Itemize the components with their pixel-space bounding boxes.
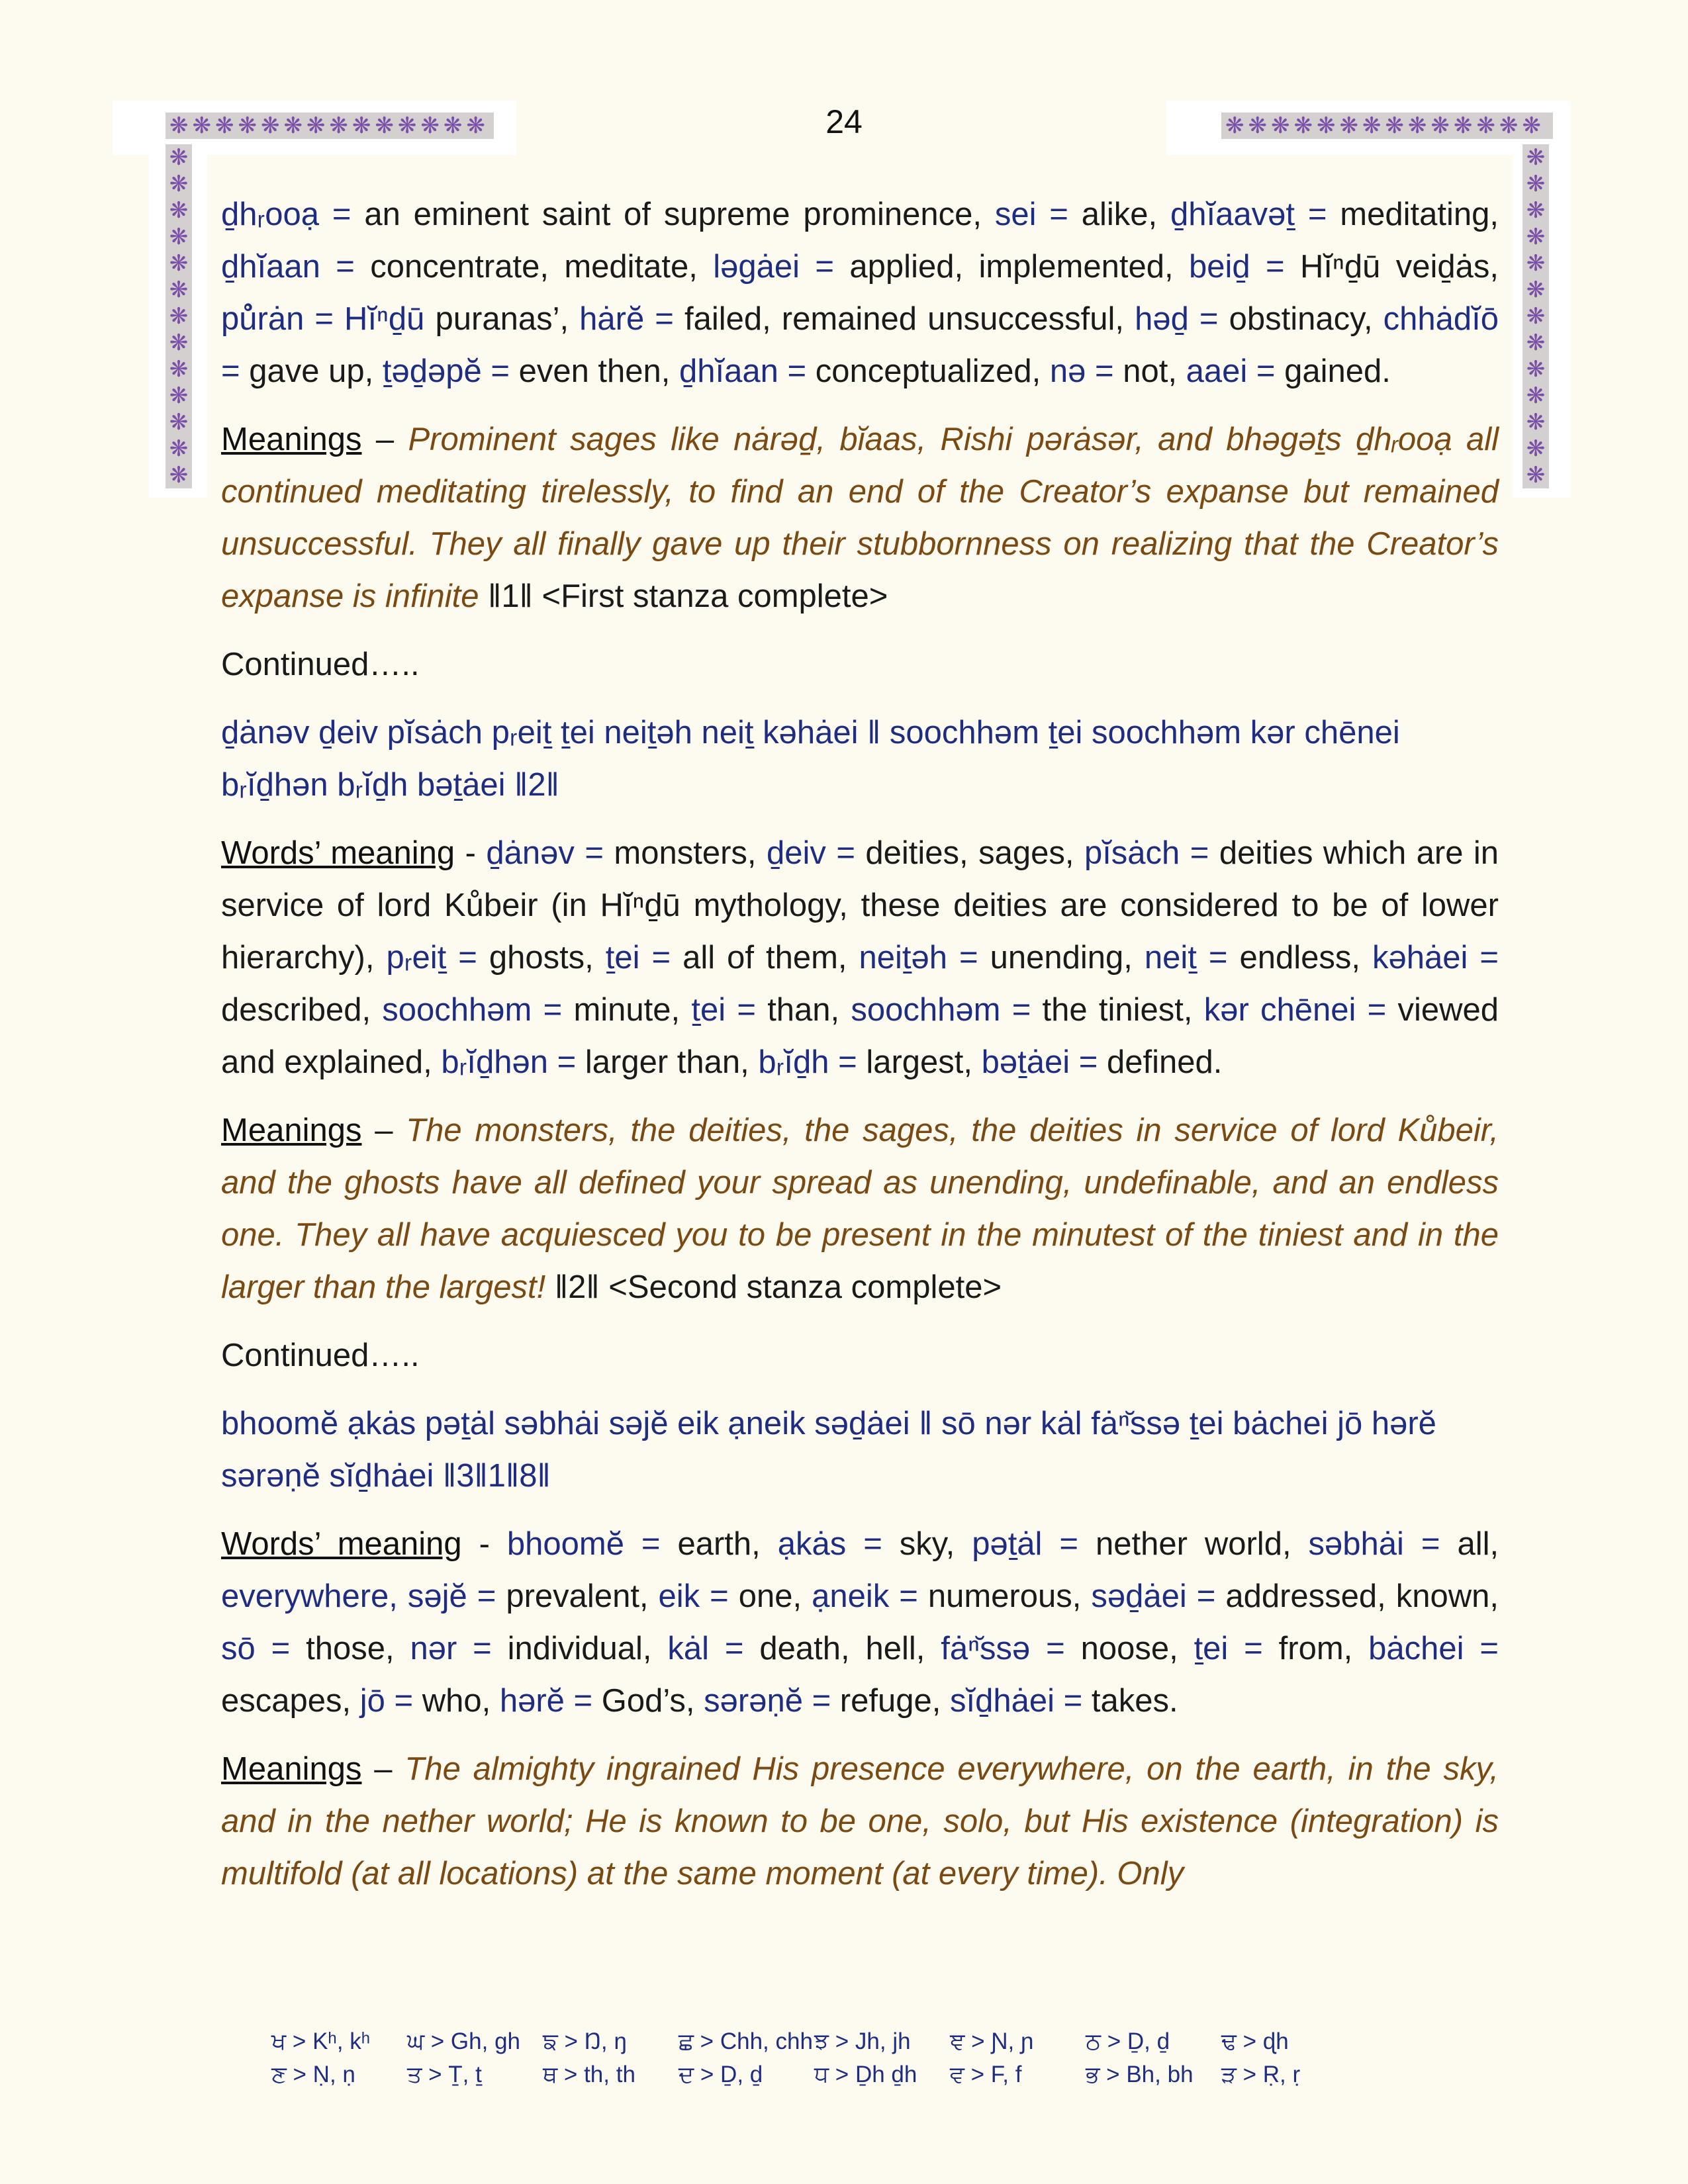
- verse-stanza-2: ḏȧnəv ḏeiv pĭsȧch pᵣeiṯ ṯei neiṯəh neiṯ kəhȧei ‖ soochhəm ṯei soochhəm kər chēnei bᵣĭḏhən bᵣĭḏh bəṯȧei ‖2‖: [221, 715, 1400, 803]
- glossary-definition: defined.: [1107, 1044, 1223, 1080]
- glossary-definition: who,: [422, 1683, 500, 1719]
- glossary-term: ṯei: [1194, 1631, 1229, 1666]
- glossary-term: bᵣĭḏhən: [441, 1044, 549, 1080]
- glossary-separator: =: [802, 1683, 840, 1719]
- flower-border-top-left: ❋❋❋❋❋❋❋❋❋❋❋❋❋❋: [165, 113, 494, 139]
- glossary-definition: one,: [738, 1578, 812, 1614]
- words-meaning-heading: Words’ meaning: [221, 1526, 462, 1562]
- glossary-separator: =: [1036, 197, 1082, 232]
- glossary-definition: nether world,: [1095, 1526, 1309, 1562]
- glossary-separator: =: [825, 835, 866, 871]
- glossary-separator: =: [778, 353, 816, 389]
- glossary-separator: =: [624, 1526, 678, 1562]
- glossary-term: kər chēnei: [1203, 992, 1356, 1028]
- glossary-separator: =: [947, 940, 990, 976]
- glossary-separator: =: [320, 249, 371, 285]
- glossary-separator: =: [1000, 992, 1043, 1028]
- glossary-definition: applied, implemented,: [849, 249, 1189, 285]
- glossary-separator: =: [639, 940, 683, 976]
- glossary-definition: all,: [1457, 1526, 1499, 1562]
- glossary-term: chhȧdĭō: [1383, 301, 1499, 337]
- glossary-definition: numerous,: [927, 1578, 1092, 1614]
- glossary-separator: =: [1356, 992, 1398, 1028]
- glossary-separator: =: [481, 353, 519, 389]
- glossary-separator: =: [457, 1631, 508, 1666]
- glossary-definition: alike,: [1081, 197, 1170, 232]
- words-meaning-paragraph-1: [221, 189, 1499, 398]
- glossary-separator: =: [1196, 940, 1240, 976]
- glossary-definition: than,: [767, 992, 851, 1028]
- glossary-separator: =: [726, 992, 768, 1028]
- transliteration-entry: ਞ > Ɲ, ɲ: [950, 2028, 1034, 2054]
- glossary-separator: =: [800, 249, 850, 285]
- words-meaning-paragraph-2: [221, 827, 1499, 1089]
- glossary-term: ləgȧei: [713, 249, 800, 285]
- glossary-term: səbhȧi: [1308, 1526, 1404, 1562]
- glossary-definition: addressed, known,: [1225, 1578, 1499, 1614]
- glossary-separator: =: [1295, 197, 1340, 232]
- transliteration-entry: ਵ > F, f: [950, 2062, 1022, 2087]
- transliteration-entry: ਥ > th, th: [543, 2062, 635, 2087]
- glossary-definition: Hĭⁿḏū veiḏȧs,: [1300, 249, 1499, 285]
- glossary-term: ḏeiv: [767, 835, 826, 871]
- transliteration-key-row-1: [271, 2025, 1463, 2058]
- flower-border-right: ❋❋❋❋❋❋❋❋❋❋❋❋❋: [1523, 144, 1549, 488]
- glossary-term: kəhȧei: [1372, 940, 1468, 976]
- transliteration-entry: ਛ > Chh, chh: [679, 2028, 813, 2054]
- glossary-definition: sky,: [899, 1526, 972, 1562]
- glossary-term: pᵣeiṯ: [386, 940, 447, 976]
- glossary-definition: God’s,: [601, 1683, 704, 1719]
- glossary-term: pəṯȧl: [972, 1526, 1043, 1562]
- meanings-paragraph-2: Meanings – The monsters, the deities, the sages, the deities in service of lord Kůbeir, and the ghosts have all defined your spread as unending, undefinable, and an endless one. They all have acquiesced you to be present in the minutest of the tiniest and in the larger than the largest! ‖2‖ <Second stanza complete>: [221, 1113, 1499, 1305]
- glossary-separator: =: [709, 1631, 760, 1666]
- glossary-definition: concentrate, meditate,: [370, 249, 714, 285]
- glossary-separator: =: [1180, 835, 1219, 871]
- glossary-separator: =: [889, 1578, 928, 1614]
- glossary-separator: =: [564, 1683, 602, 1719]
- glossary-definition: conceptualized,: [815, 353, 1050, 389]
- glossary-separator: =: [385, 1683, 422, 1719]
- glossary-term: ḏhĭaan: [221, 249, 320, 285]
- glossary-definition: failed, remained unsuccessful,: [684, 301, 1135, 337]
- glossary-separator: =: [1468, 940, 1499, 976]
- glossary-separator: =: [644, 301, 684, 337]
- continued-label: Continued…..: [221, 647, 420, 682]
- glossary-term: neiṯəh: [859, 940, 948, 976]
- glossary-separator: =: [1086, 353, 1123, 389]
- glossary-definition: ghosts,: [489, 940, 606, 976]
- glossary-separator: =: [1186, 1578, 1226, 1614]
- glossary-term: pĭsȧch: [1084, 835, 1180, 871]
- transliteration-entry: ਠ > Ḏ, ḏ: [1086, 2028, 1170, 2054]
- transliteration-entry: ਧ > Ḏh ḏh: [814, 2062, 917, 2087]
- glossary-term: bəṯȧei: [981, 1044, 1070, 1080]
- glossary-definition: gained.: [1284, 353, 1391, 389]
- glossary-separator: =: [446, 940, 489, 976]
- transliteration-entry: ਤ > Ṯ, ṯ: [407, 2062, 482, 2087]
- heading-dash: -: [461, 1526, 507, 1562]
- verse-marker: ‖1‖: [479, 578, 542, 614]
- glossary-definition: viewed and explained,: [221, 992, 1499, 1080]
- glossary-term: fȧⁿ̆ssə: [941, 1631, 1031, 1666]
- meanings-heading: Meanings: [221, 422, 362, 457]
- glossary-definition: individual,: [507, 1631, 668, 1666]
- verse-stanza-3: bhoomĕ ạkȧs pəṯȧl səbhȧi səjĕ eik ạneik səḏȧei ‖ sō nər kȧl fȧⁿ̆ssə ṯei bȧchei jō hərĕ sərəṇĕ sĭḏhȧei ‖3‖1‖8‖: [221, 1406, 1436, 1494]
- glossary-definition: deities which are in service of lord Kůbeir (in Hĭⁿḏū mythology, these deities are considered to be of lower hierarchy),: [221, 835, 1499, 976]
- glossary-definition: unending,: [990, 940, 1145, 976]
- glossary-separator: =: [1054, 1683, 1092, 1719]
- glossary-term: kȧl: [667, 1631, 710, 1666]
- glossary-separator: =: [574, 835, 614, 871]
- meaning-text: The monsters, the deities, the sages, the deities in service of lord Kůbeir, and the ghosts have all defined your spread as unending, undefinable, and an endless one. They all have acquiesced you to be present in the minutest of the tiniest and in the larger than the largest!: [221, 1113, 1499, 1305]
- glossary-definition: earth,: [677, 1526, 778, 1562]
- glossary-definition: not,: [1123, 353, 1186, 389]
- meaning-text: Prominent sages like nȧrəḏ, bĭaas, Rishi pərȧsər, and bhəgəṯs ḏhᵣooạ all continued meditating tirelessly, to find an end of the Creator’s expanse but remained unsuccessful. They all finally gave up their stubbornness on realizing that the Creator’s expanse is infinite: [221, 422, 1499, 614]
- glossary-definition: takes.: [1091, 1683, 1178, 1719]
- words-meaning-heading: Words’ meaning: [221, 835, 455, 871]
- meanings-heading: Meanings: [221, 1113, 362, 1148]
- glossary-term: nə: [1049, 353, 1086, 389]
- transliteration-key-row-2: [271, 2058, 1463, 2091]
- meanings-paragraph-1: Meanings – Prominent sages like nȧrəḏ, bĭaas, Rishi pərȧsər, and bhəgəṯs ḏhᵣooạ all continued meditating tirelessly, to find an end of the Creator’s expanse but remained unsuccessful. They all finally gave up their stubbornness on realizing that the Creator’s expanse is infinite ‖1‖ <First stanza complete>: [221, 422, 1499, 614]
- glossary-separator: =: [221, 353, 250, 389]
- glossary-term: nər: [410, 1631, 457, 1666]
- transliteration-entry: ਢ > ɖh: [1221, 2028, 1289, 2054]
- glossary-term: səḏȧei: [1091, 1578, 1187, 1614]
- meaning-text: The almighty ingrained His presence everywhere, on the earth, in the sky, and in the nether world; He is known to be one, solo, but His existence (integration) is multifold (at all locations) at the same moment (at every time). Only: [221, 1751, 1499, 1891]
- words-meaning-paragraph-3: [221, 1518, 1499, 1727]
- glossary-term: ṯəḏəpĕ: [382, 353, 482, 389]
- glossary-term: jō: [359, 1683, 385, 1719]
- transliteration-entry: ਖ > Kʰ, kʰ: [271, 2028, 371, 2054]
- glossary-definition: largest,: [866, 1044, 982, 1080]
- continued-label: Continued…..: [221, 1338, 420, 1373]
- glossary-separator: =: [1403, 1526, 1458, 1562]
- glossary-separator: =: [548, 1044, 585, 1080]
- glossary-separator: =: [829, 1044, 867, 1080]
- glossary-term: həḏ: [1135, 301, 1189, 337]
- glossary-term: eik: [658, 1578, 700, 1614]
- transliteration-entry: ਘ > Gh, gh: [407, 2028, 520, 2054]
- glossary-term: ḏhᵣooạ: [221, 197, 320, 232]
- glossary-definition: gave up,: [249, 353, 383, 389]
- transliteration-key: [271, 2025, 1463, 2091]
- glossary-term: sō: [221, 1631, 256, 1666]
- glossary-term: sĭḏhȧei: [949, 1683, 1055, 1719]
- glossary-separator: =: [1247, 353, 1285, 389]
- glossary-term: ạneik: [812, 1578, 890, 1614]
- glossary-separator: =: [319, 197, 365, 232]
- glossary-definition: endless,: [1239, 940, 1373, 976]
- glossary-separator: =: [467, 1578, 506, 1614]
- glossary-definition: minute,: [573, 992, 692, 1028]
- glossary-definition: those,: [306, 1631, 410, 1666]
- glossary-separator: =: [700, 1578, 739, 1614]
- heading-dash: -: [455, 835, 487, 871]
- glossary-term: ạkȧs: [777, 1526, 847, 1562]
- glossary-term: ṯei: [691, 992, 726, 1028]
- glossary-definition: prevalent,: [506, 1578, 659, 1614]
- flower-border-left: ❋❋❋❋❋❋❋❋❋❋❋❋❋: [165, 144, 192, 488]
- glossary-term: beiḏ: [1188, 249, 1250, 285]
- glossary-definition: puranas’,: [435, 301, 580, 337]
- transliteration-entry: ਭ > Bh, bh: [1086, 2062, 1194, 2087]
- glossary-separator: =: [255, 1631, 306, 1666]
- glossary-term: neiṯ: [1144, 940, 1197, 976]
- glossary-separator: =: [1228, 1631, 1279, 1666]
- glossary-definition: noose,: [1080, 1631, 1194, 1666]
- glossary-definition: an eminent saint of supreme prominence,: [364, 197, 995, 232]
- glossary-term: bhoomĕ: [506, 1526, 624, 1562]
- flower-border-top-right: ❋❋❋❋❋❋❋❋❋❋❋❋❋❋: [1221, 113, 1553, 139]
- glossary-definition: the tiniest,: [1042, 992, 1204, 1028]
- glossary-definition: death, hell,: [759, 1631, 941, 1666]
- glossary-definition: described,: [221, 992, 383, 1028]
- stanza-note: <Second stanza complete>: [608, 1269, 1002, 1305]
- glossary-separator: =: [1070, 1044, 1107, 1080]
- glossary-term: ṯei: [605, 940, 640, 976]
- glossary-definition: obstinacy,: [1229, 301, 1383, 337]
- glossary-separator: =: [846, 1526, 900, 1562]
- stanza-note: <First stanza complete>: [541, 578, 888, 614]
- glossary-definition: monsters,: [614, 835, 767, 871]
- glossary-term: hərĕ: [499, 1683, 565, 1719]
- glossary-separator: =: [1464, 1631, 1499, 1666]
- meanings-heading: Meanings: [221, 1751, 362, 1787]
- glossary-term: bȧchei: [1368, 1631, 1464, 1666]
- glossary-separator: =: [1042, 1526, 1096, 1562]
- glossary-term: ḏȧnəv: [486, 835, 575, 871]
- transliteration-entry: ਝ > Jh, jh: [814, 2028, 911, 2054]
- glossary-term: hȧrĕ: [579, 301, 645, 337]
- glossary-separator: [424, 301, 435, 337]
- glossary-term: pů̊rȧn = Hĭⁿḏū: [221, 301, 425, 337]
- main-text: [221, 189, 1499, 1916]
- transliteration-entry: ਣ > Ṇ, ṇ: [271, 2062, 355, 2087]
- glossary-definition: all of them,: [682, 940, 859, 976]
- meanings-paragraph-3: Meanings – The almighty ingrained His presence everywhere, on the earth, in the sky, and in the nether world; He is known to be one, solo, but His existence (integration) is multifold (at all locations) at the same moment (at every time). Only: [221, 1751, 1499, 1891]
- glossary-term: soochhəm: [382, 992, 532, 1028]
- glossary-definition: larger than,: [585, 1044, 759, 1080]
- glossary-separator: =: [1188, 301, 1229, 337]
- glossary-separator: =: [1250, 249, 1301, 285]
- glossary-separator: =: [532, 992, 574, 1028]
- transliteration-entry: ਦ > Ḏ, ḏ: [679, 2062, 763, 2087]
- glossary-separator: =: [1030, 1631, 1081, 1666]
- glossary-term: bᵣĭḏh: [758, 1044, 829, 1080]
- transliteration-entry: ੜ > Ṛ, ṛ: [1221, 2062, 1301, 2087]
- transliteration-entry: ਙ > Ŋ, ŋ: [543, 2028, 627, 2054]
- glossary-definition: escapes,: [221, 1683, 360, 1719]
- glossary-term: sei: [994, 197, 1037, 232]
- glossary-term: ḏhĭaan: [679, 353, 778, 389]
- glossary-definition: even then,: [518, 353, 680, 389]
- glossary-term: ḏhĭaavəṯ: [1170, 197, 1295, 232]
- glossary-term: soochhəm: [851, 992, 1001, 1028]
- glossary-definition: deities, sages,: [865, 835, 1084, 871]
- glossary-definition: from,: [1278, 1631, 1369, 1666]
- glossary-term: everywhere, səjĕ: [221, 1578, 467, 1614]
- glossary-term: aaei: [1186, 353, 1248, 389]
- glossary-definition: refuge,: [839, 1683, 950, 1719]
- page-number: 24: [825, 103, 863, 140]
- glossary-term: sərəṇĕ: [704, 1683, 803, 1719]
- glossary-definition: meditating,: [1340, 197, 1499, 232]
- verse-marker: ‖2‖: [545, 1269, 609, 1305]
